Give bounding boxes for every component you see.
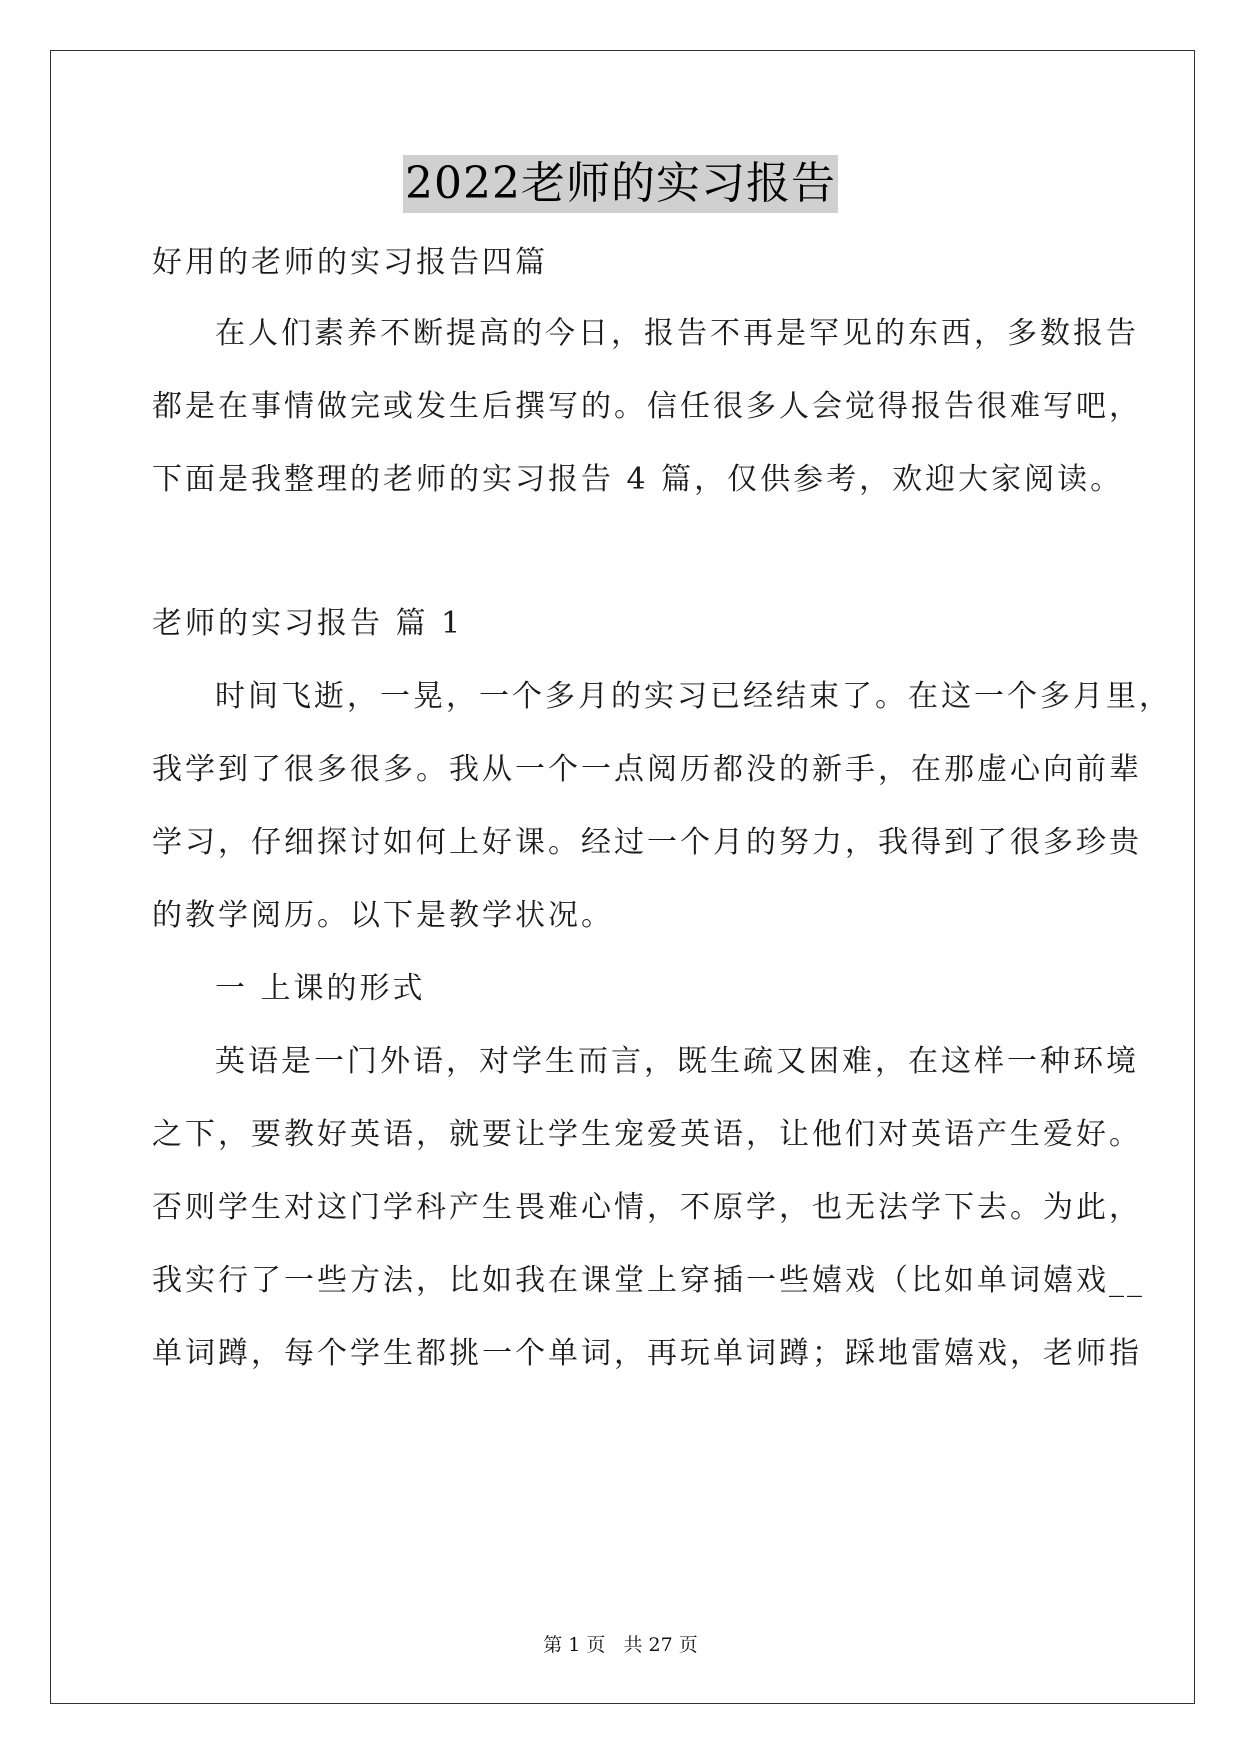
subtitle: 好用的老师的实习报告四篇 xyxy=(152,245,548,280)
intro-line: 在人们素养不断提高的今日，报告不再是罕见的东西，多数报告 xyxy=(215,316,1139,351)
paragraph-line: 单词蹲，每个学生都挑一个单词，再玩单词蹲；踩地雷嬉戏，老师指 xyxy=(152,1336,1142,1371)
paragraph-line: 否则学生对这门学科产生畏难心情，不原学，也无法学下去。为此， xyxy=(152,1190,1142,1225)
page-footer xyxy=(0,1630,1241,1657)
subheading: 一 上课的形式 xyxy=(215,971,426,1006)
paragraph-line: 学习，仔细探讨如何上好课。经过一个月的努力，我得到了很多珍贵 xyxy=(152,825,1142,860)
title-container xyxy=(0,155,1241,213)
intro-line: 都是在事情做完或发生后撰写的。信任很多人会觉得报告很难写吧， xyxy=(152,389,1142,424)
paragraph-line: 我实行了一些方法，比如我在课堂上穿插一些嬉戏（比如单词嬉戏__ xyxy=(152,1263,1145,1298)
paragraph-line: 之下，要教好英语，就要让学生宠爱英语，让他们对英语产生爱好。 xyxy=(152,1117,1142,1152)
paragraph-line: 英语是一门外语，对学生而言，既生疏又困难，在这样一种环境 xyxy=(215,1044,1139,1079)
page-number: 第 1 页 xyxy=(543,1634,606,1656)
section-heading: 老师的实习报告 篇 1 xyxy=(152,606,464,641)
paragraph-line: 时间飞逝，一晃，一个多月的实习已经结束了。在这一个多月里， xyxy=(215,679,1172,714)
document-title: 2022老师的实习报告 xyxy=(403,155,838,213)
paragraph-line: 的教学阅历。以下是教学状况。 xyxy=(152,898,614,933)
intro-line: 下面是我整理的老师的实习报告 4 篇，仅供参考，欢迎大家阅读。 xyxy=(152,462,1124,497)
paragraph-line: 我学到了很多很多。我从一个一点阅历都没的新手，在那虚心向前辈 xyxy=(152,752,1142,787)
page-border xyxy=(50,50,1195,1704)
page-total: 共 27 页 xyxy=(623,1634,698,1656)
